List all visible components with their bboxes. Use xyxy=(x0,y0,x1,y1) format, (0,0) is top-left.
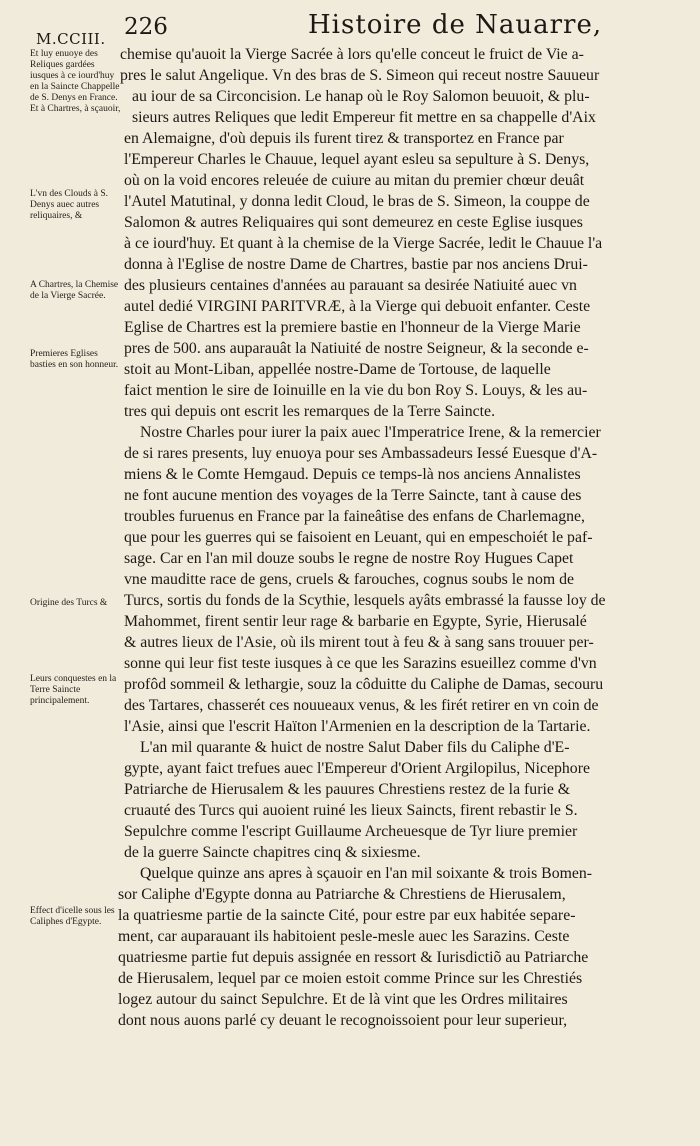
text-line: l'Empereur Charles le Chauue, lequel ayant esleu sa sepulture à S. Denys, xyxy=(124,151,590,168)
text-line: sonne qui leur fist teste iusques à ce que les Sarazins esueillez comme d'vn xyxy=(124,655,597,672)
text-line: stoit au Mont-Liban, appellée nostre-Dame de Tortouse, de laquelle xyxy=(124,361,551,378)
text-line: autel dedié VIRGINI PARITVRÆ, à la Vierge qui debuoit enfanter. Ceste xyxy=(124,298,591,315)
text-line: pres le salut Angelique. Vn des bras de S. Simeon qui receut nostre Sauueur xyxy=(120,67,600,84)
text-line: chemise qu'auoit la Vierge Sacrée à lors qu'elle conceut le fruict de Vie a- xyxy=(120,46,584,63)
text-line: logez autour du sainct Sepulchre. Et de là vint que les Ordres militaires xyxy=(118,991,568,1008)
text-line: Turcs, sortis du fonds de la Scythie, lesquels ayâts embrassé la fausse loy de xyxy=(124,592,606,609)
text-line: L'an mil quarante & huict de nostre Salut Daber fils du Caliphe d'E- xyxy=(140,739,570,756)
text-line: & autres lieux de l'Asie, où ils mirent tout à feu & à sang sans trouuer per- xyxy=(124,634,594,651)
text-line: la quatriesme partie de la saincte Cité, pour estre par eux habitée separe- xyxy=(118,907,576,924)
text-line: sage. Car en l'an mil douze soubs le regne de nostre Roy Hugues Capet xyxy=(124,550,574,567)
text-line: l'Autel Matutinal, y donna ledit Cloud, le bras de S. Simeon, la couppe de xyxy=(124,193,590,210)
text-line: l'Asie, ainsi que l'escrit Haïton l'Armenien en la description de la Tartarie. xyxy=(124,718,591,735)
text-line: cruauté des Turcs qui auoient ruiné les lieux Saincts, firent rebastir le S. xyxy=(124,802,578,819)
text-line: Mahommet, firent sentir leur rage & barbarie en Egypte, Syrie, Hierusalé xyxy=(124,613,587,630)
text-line: faict mention le sire de Ioinuille en la vie du bon Roy S. Louys, & les au- xyxy=(124,382,588,399)
margin-note: L'vn des Clouds à S. Denys auec autres reliquaires, & xyxy=(30,189,108,221)
text-line: tres qui depuis ont escrit les remarques de la Terre Saincte. xyxy=(124,403,496,420)
text-line: gypte, ayant faict trefues auec l'Empereur d'Orient Argilopilus, Nicephore xyxy=(124,760,590,777)
text-line: troubles furuenus en France par la faineâtise des enfans de Charlemagne, xyxy=(124,508,585,525)
text-line: en Alemaigne, d'où depuis ils furent tirez & transportez en France par xyxy=(124,130,564,147)
text-line: de Hierusalem, lequel par ce moien estoit comme Prince sur les Chrestiés xyxy=(118,970,583,987)
text-line: sor Caliphe d'Egypte donna au Patriarche & Chrestiens de Hierusalem, xyxy=(118,886,566,903)
text-line: que pour les guerres qui se faisoient en Leuant, qui en empeschoiét le paf- xyxy=(124,529,593,546)
text-line: Nostre Charles pour iurer la paix auec l'Imperatrice Irene, & la remercier xyxy=(140,424,601,441)
text-line: au iour de sa Circoncision. Le hanap où le Roy Salomon beuuoit, & plu- xyxy=(132,88,590,105)
text-line: quatriesme partie fut depuis assignée en ressort & Iurisdictiõ au Patriarche xyxy=(118,949,589,966)
text-line: Sepulchre comme l'escript Guillaume Archeuesque de Tyr liure premier xyxy=(124,823,578,840)
text-line: de la guerre Saincte chapitres cinq & sixiesme. xyxy=(124,844,421,861)
text-line: où on la void encores releuée de cuiure au mitan du premier chœur deuât xyxy=(124,172,585,189)
text-line: donna à l'Eglise de nostre Dame de Chartres, bastie par nos anciens Drui- xyxy=(124,256,588,273)
text-line: ment, car auparauant ils habitoient pesle-mesle auec les Sarazins. Ceste xyxy=(118,928,570,945)
text-line: de si rares presents, luy enuoya pour ses Ambassadeurs Iessé Euesque d'A- xyxy=(124,445,598,462)
text-line: Eglise de Chartres est la premiere bastie en l'honneur de la Vierge Marie xyxy=(124,319,581,336)
text-line: miens & le Comte Hemgaud. Depuis ce temps-là nos anciens Annalistes xyxy=(124,466,581,483)
margin-note: Effect d'icelle sous les Caliphes d'Egypte. xyxy=(30,906,115,927)
margin-note: Leurs conquestes en la Terre Saincte principalement. xyxy=(30,674,117,706)
text-line: à ce iourd'huy. Et quant à la chemise de la Vierge Sacrée, ledit le Chauue l'a xyxy=(124,235,603,252)
margin-note: A Chartres, la Chemise de la Vierge Sacrée. xyxy=(30,280,119,301)
page-number: 226 xyxy=(124,14,168,40)
text-line: des Tartares, chasserét ces nouueaux venus, & les firét retirer en vn coin de xyxy=(124,697,599,714)
margin-note: Premieres Eglises basties en son honneur. xyxy=(30,349,119,370)
text-line: pres de 500. ans auparauât la Natiuité de nostre Seigneur, & la seconde e- xyxy=(124,340,589,357)
running-head: Histoire de Nauarre, xyxy=(308,10,603,40)
text-line: vne mauditte race de gens, cruels & farouches, cognus soubs le nom de xyxy=(124,571,575,588)
text-line: dont nous auons parlé cy deuant le recognoissoient pour leur superieur, xyxy=(118,1012,568,1029)
text-line: des plusieurs centaines d'années au parauant sa desirée Natiuité auec vn xyxy=(124,277,577,294)
text-line: Salomon & autres Reliquaires qui sont demeurez en ceste Eglise iusques xyxy=(124,214,583,231)
year-heading: M.CCIII. xyxy=(36,30,106,48)
text-line: Patriarche de Hierusalem & les pauures Chrestiens restez de la furie & xyxy=(124,781,571,798)
margin-note: Origine des Turcs & xyxy=(30,598,108,608)
margin-note: Et luy enuoye des Reliques gardées iusques à ce iourd'huy en la Saincte Chappelle de S. Denys en France. Et à Chartres, à sçauoir, xyxy=(30,49,121,114)
text-line: Quelque quinze ans apres à sçauoir en l'an mil soixante & trois Bomen- xyxy=(140,865,593,882)
text-line: profôd sommeil & lethargie, souz la côduitte du Caliphe de Damas, secouru xyxy=(124,676,604,693)
text-line: sieurs autres Reliques que ledit Empereur fit mettre en sa chappelle d'Aix xyxy=(132,109,596,126)
text-line: ne font aucune mention des voyages de la Terre Saincte, tant à cause des xyxy=(124,487,582,504)
